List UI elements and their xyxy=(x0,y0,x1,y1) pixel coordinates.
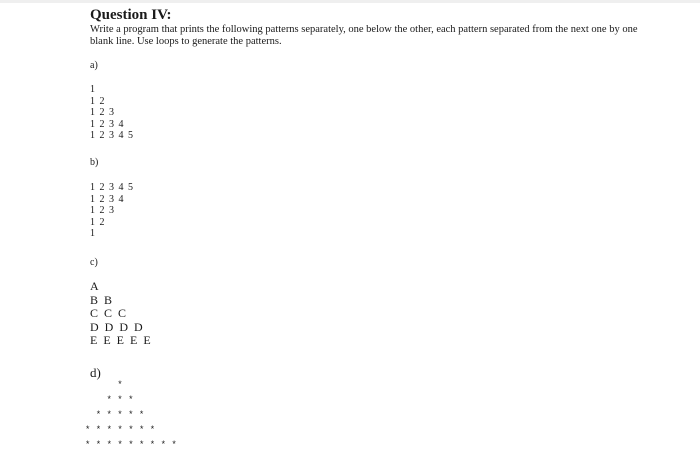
pattern-a-line: 1 2 xyxy=(90,95,106,107)
pattern-b-line: 1 2 3 4 5 xyxy=(90,182,134,193)
pattern-b-line: 1 xyxy=(90,228,96,239)
pattern-b-line: 1 2 3 4 xyxy=(90,193,125,205)
section-a-label: a) xyxy=(90,60,98,71)
pattern-b-line: 1 2 xyxy=(90,216,106,228)
pattern-a-line: 1 2 3 xyxy=(90,107,115,118)
pattern-d xyxy=(85,378,177,453)
pattern-c-line: A xyxy=(90,279,101,293)
pattern-c-line: E E E E E xyxy=(90,333,153,347)
pattern-d-line: * * * xyxy=(106,395,134,405)
pattern-d-line: * xyxy=(117,380,123,390)
pattern-c-line: B B xyxy=(90,292,114,307)
pattern-c-line: C C C xyxy=(90,306,128,320)
pattern-c xyxy=(90,280,152,348)
pattern-d-line: * * * * * * * * * xyxy=(85,440,177,450)
question-block xyxy=(90,6,680,48)
pattern-a-line: 1 2 3 4 xyxy=(90,118,125,130)
pattern-d-line: * * * * * * * xyxy=(85,425,156,435)
section-b-label: b) xyxy=(90,157,99,168)
pattern-b xyxy=(90,182,134,240)
pattern-a xyxy=(90,84,134,142)
pattern-d-line: * * * * * xyxy=(95,410,145,420)
top-edge xyxy=(0,0,700,3)
pattern-b-line: 1 2 3 xyxy=(90,205,115,216)
pattern-a-line: 1 xyxy=(90,84,96,95)
section-c-label: c) xyxy=(90,257,98,268)
pattern-a-line: 1 2 3 4 5 xyxy=(90,130,134,141)
pattern-c-line: D D D D xyxy=(90,319,145,334)
question-prompt: Write a program that prints the following patterns separately, one below the other, each pattern separated from the next one by one blank line. Use loops to generate the patterns. xyxy=(90,24,638,47)
section-d-label: d) xyxy=(90,365,101,380)
question-title: Question IV: xyxy=(90,7,172,23)
